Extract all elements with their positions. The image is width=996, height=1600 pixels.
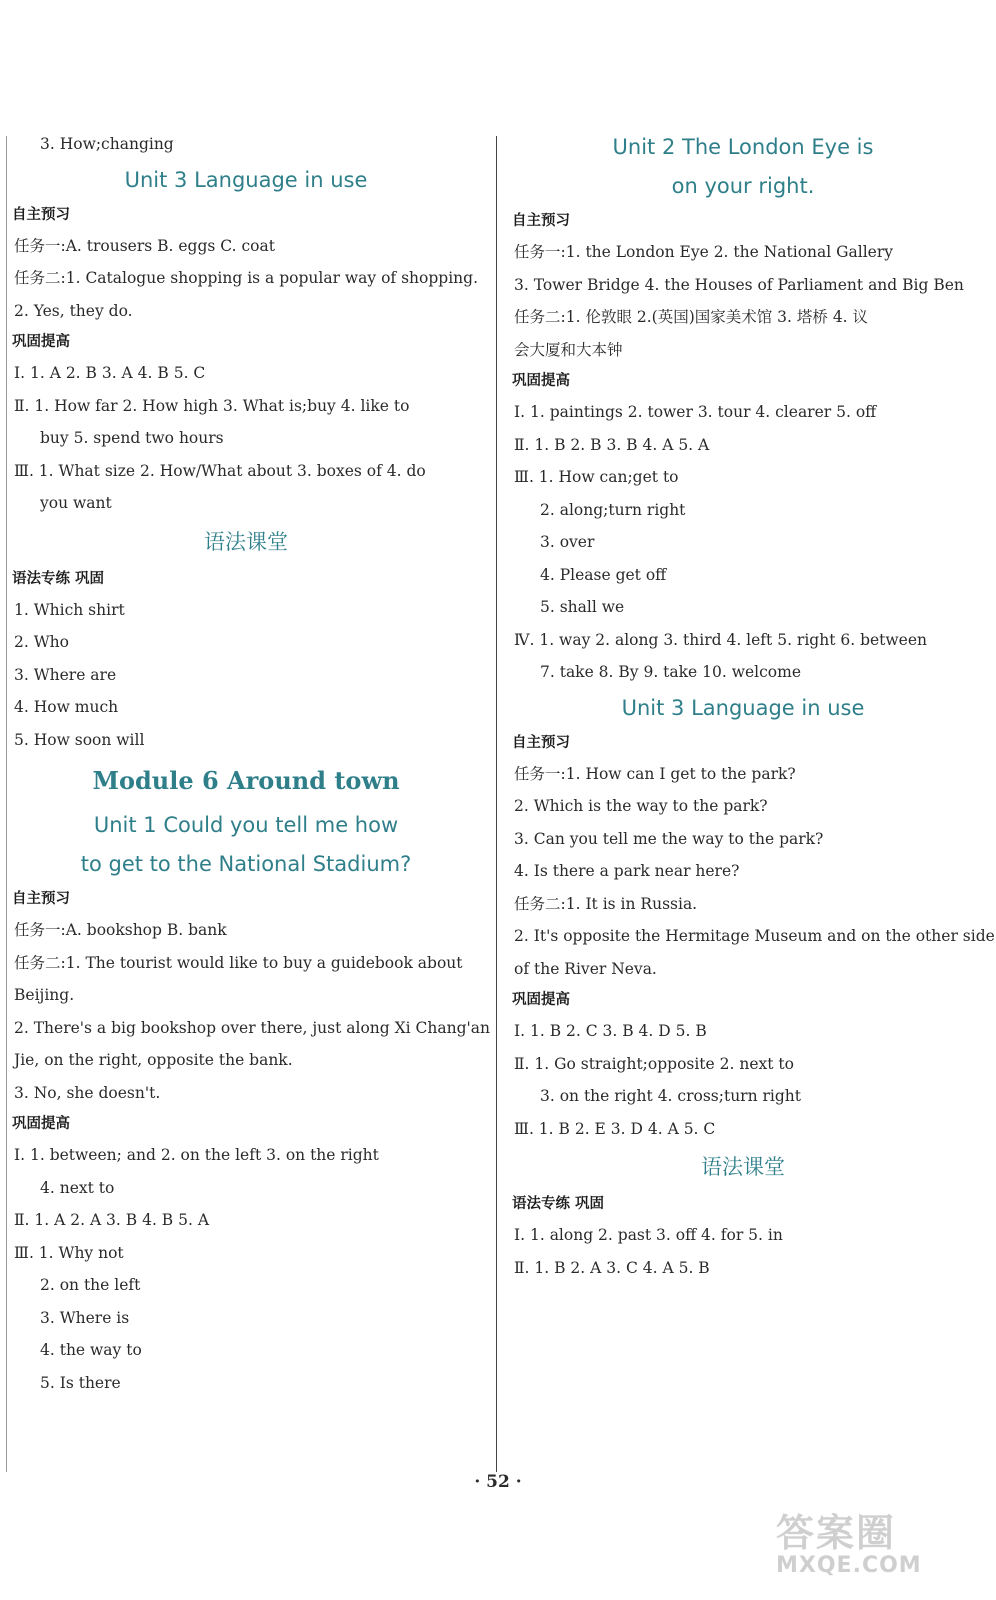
unit-title: to get to the National Stadium?: [80, 852, 412, 876]
answer-line: 任务二:1. 伦敦眼 2.(英国)国家美术馆 3. 塔桥 4. 议: [514, 308, 869, 326]
answer-line: 2. on the left: [40, 1276, 141, 1294]
answer-line: 任务一:A. bookshop B. bank: [14, 921, 227, 939]
unit-title: on your right.: [671, 174, 815, 198]
answer-line: Ⅳ. 1. way 2. along 3. third 4. left 5. right 6. between: [514, 630, 927, 649]
answer-line: 任务一:1. the London Eye 2. the National Gallery: [514, 243, 894, 261]
answer-line: of the River Neva.: [514, 959, 657, 978]
section-heading: 自主预习: [12, 206, 70, 223]
answer-line: Ⅰ. 1. paintings 2. tower 3. tour 4. clearer 5. off: [514, 403, 877, 421]
answer-line: 任务二:1. Catalogue shopping is a popular way of shopping.: [14, 269, 478, 287]
answer-line: 3. on the right 4. cross;turn right: [540, 1087, 801, 1105]
answer-line: Beijing.: [14, 986, 75, 1004]
answer-line: 1. Which shirt: [14, 600, 125, 619]
section-heading: 自主预习: [512, 734, 570, 751]
answer-line: 4. Please get off: [540, 565, 667, 584]
unit-title: Unit 3 Language in use: [124, 167, 368, 192]
section-heading: 巩固提高: [12, 1116, 70, 1132]
section-heading: 自主预习: [12, 891, 70, 907]
grammar-title: 语法课堂: [204, 529, 288, 554]
answer-line: 4. How much: [14, 698, 119, 716]
column-divider: [496, 136, 497, 1472]
answer-line: 4. Is there a park near here?: [514, 862, 740, 880]
answer-line: 5. Is there: [40, 1373, 121, 1392]
answer-line: Jie, on the right, opposite the bank.: [14, 1051, 293, 1069]
answer-line: Ⅱ. 1. How far 2. How high 3. What is;buy 4. like to: [14, 396, 410, 415]
module-title: Module 6 Around town: [92, 766, 400, 795]
section-heading: 巩固提高: [12, 334, 70, 350]
section-heading: 自主预习: [512, 213, 570, 229]
watermark-site: MXQE.COM: [776, 1553, 922, 1578]
answer-line: 3. Can you tell me the way to the park?: [514, 829, 824, 848]
section-heading: 巩固提高: [512, 373, 570, 389]
answer-line: 2. along;turn right: [540, 500, 686, 519]
answer-line: Ⅲ. 1. How can;get to: [514, 468, 679, 486]
answer-line: 任务一:A. trousers B. eggs C. coat: [14, 236, 275, 255]
answer-line: 任务二:1. The tourist would like to buy a guidebook about: [14, 953, 463, 972]
unit-title: Unit 1 Could you tell me how: [93, 813, 399, 837]
unit-title: Unit 2 The London Eye is: [612, 135, 874, 159]
answer-line: 5. How soon will: [14, 730, 145, 749]
answer-line: Ⅰ. 1. B 2. C 3. B 4. D 5. B: [514, 1022, 707, 1040]
left-column: [0, 128, 492, 1399]
answer-line: Ⅰ. 1. between; and 2. on the left 3. on the right: [14, 1146, 379, 1164]
page-number: · 52 ·: [474, 1472, 522, 1492]
answer-line: 会大厦和大本钟: [514, 340, 623, 359]
answer-line: 2. There's a big bookshop over there, just along Xi Chang'an: [14, 1018, 490, 1037]
answer-line: 任务一:1. How can I get to the park?: [514, 764, 796, 783]
section-heading: 语法专练 巩固: [512, 1196, 605, 1212]
watermark: [776, 1502, 972, 1576]
answer-line: 5. shall we: [540, 598, 625, 616]
answer-line: 3. Where are: [14, 665, 117, 684]
unit-title: Unit 3 Language in use: [621, 695, 865, 720]
answer-line: 3. Where is: [40, 1308, 130, 1327]
watermark-logo: 答案圈: [776, 1511, 897, 1555]
right-column: [500, 128, 995, 1284]
answer-line: Ⅱ. 1. A 2. A 3. B 4. B 5. A: [14, 1211, 210, 1229]
answer-line: 2. Yes, they do.: [14, 301, 133, 320]
section-heading: 语法专练 巩固: [12, 570, 105, 587]
answer-line: 2. Who: [14, 633, 69, 651]
grammar-title: 语法课堂: [701, 1155, 785, 1179]
section-heading: 巩固提高: [512, 992, 570, 1008]
answer-line: 2. Which is the way to the park?: [514, 797, 768, 815]
answer-line: 任务二:1. It is in Russia.: [514, 894, 698, 913]
answer-line: buy 5. spend two hours: [40, 429, 224, 447]
answer-line: Ⅱ. 1. B 2. A 3. C 4. A 5. B: [514, 1258, 710, 1277]
answer-line: 3. How;changing: [40, 135, 174, 153]
answer-line: Ⅱ. 1. B 2. B 3. B 4. A 5. A: [514, 435, 710, 454]
answer-line: 3. No, she doesn't.: [14, 1083, 161, 1102]
answer-line: 7. take 8. By 9. take 10. welcome: [540, 663, 802, 681]
answer-line: 3. Tower Bridge 4. the Houses of Parliament and Big Ben: [514, 275, 964, 294]
answer-line: Ⅲ. 1. What size 2. How/What about 3. boxes of 4. do: [14, 461, 426, 480]
answer-line: Ⅱ. 1. Go straight;opposite 2. next to: [514, 1054, 794, 1073]
answer-line: Ⅰ. 1. A 2. B 3. A 4. B 5. C: [14, 364, 206, 382]
answer-line: 2. It's opposite the Hermitage Museum and on the other side: [514, 927, 995, 945]
answer-line: 4. the way to: [40, 1341, 142, 1359]
answer-line: Ⅲ. 1. Why not: [14, 1243, 124, 1262]
answer-line: Ⅲ. 1. B 2. E 3. D 4. A 5. C: [514, 1119, 716, 1138]
answer-line: Ⅰ. 1. along 2. past 3. off 4. for 5. in: [514, 1226, 783, 1244]
answer-line: 3. over: [540, 533, 595, 551]
answer-line: 4. next to: [40, 1178, 115, 1197]
answer-line: you want: [40, 494, 112, 512]
